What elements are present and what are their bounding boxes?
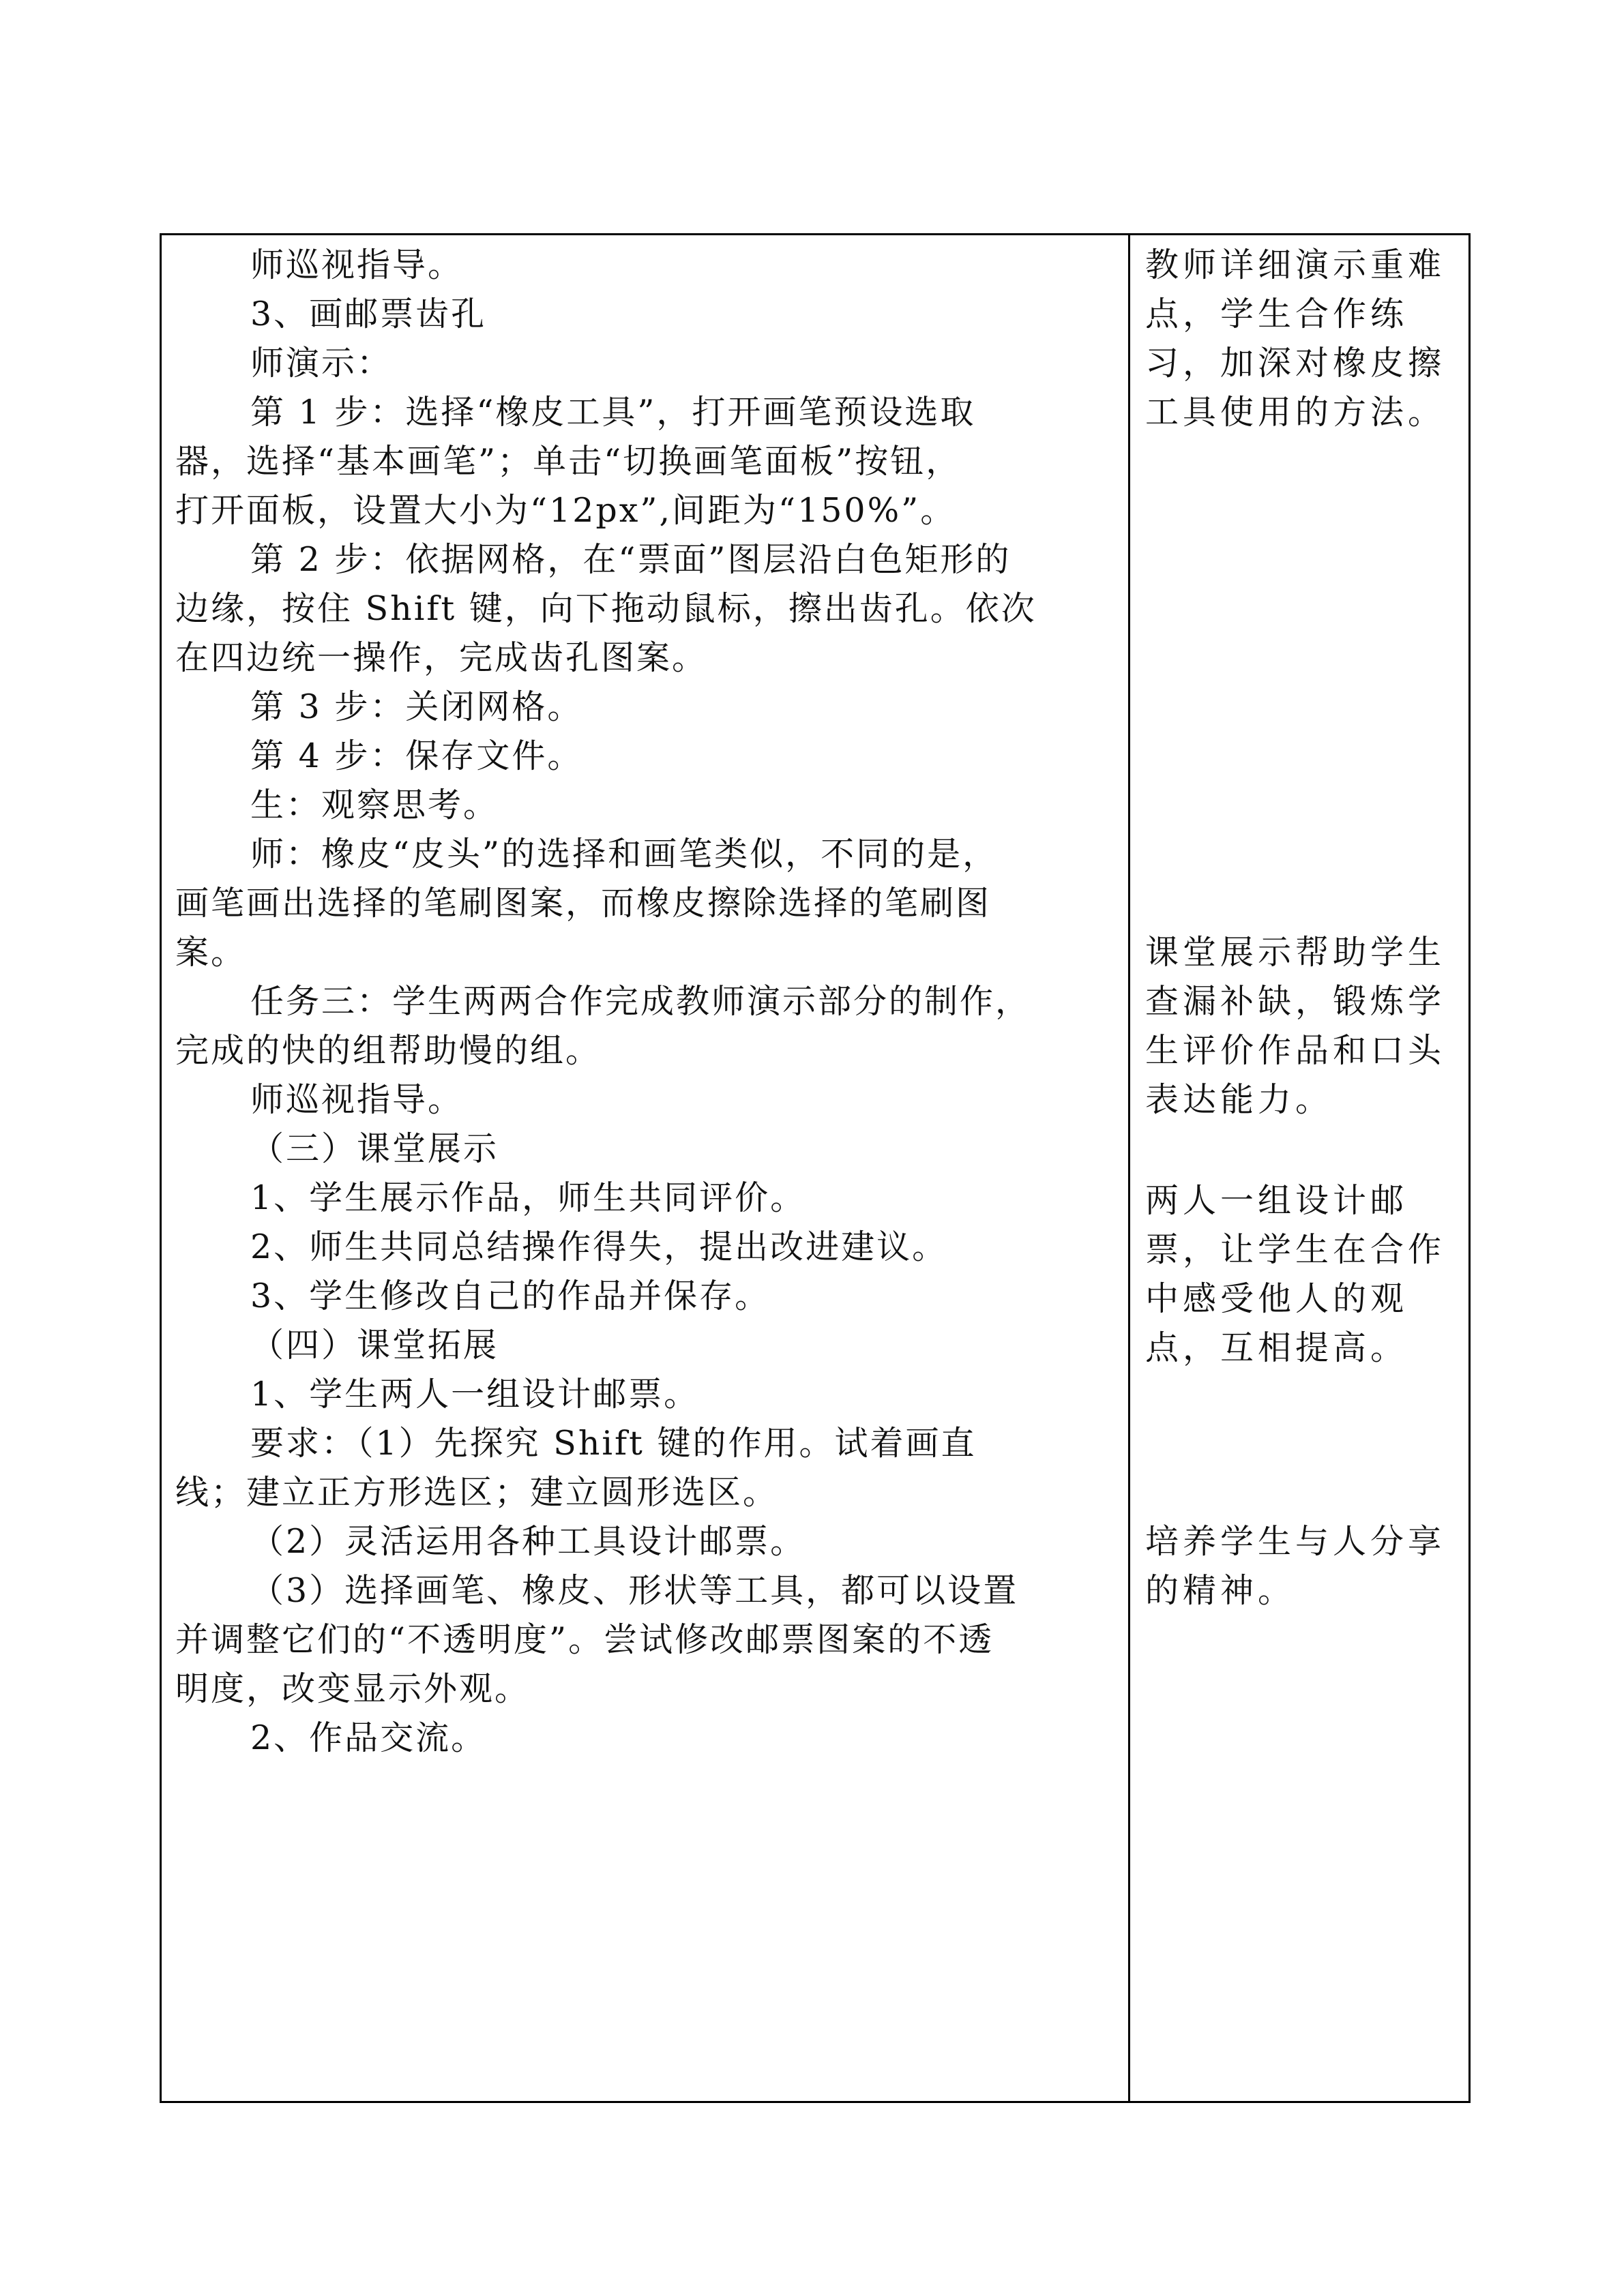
lesson-table: [160, 233, 1471, 2103]
side-line: 课堂展示帮助学生: [1145, 933, 1446, 972]
main-line: 在四边统一操作，完成齿孔图案。: [175, 638, 708, 677]
main-line: （三）课堂展示: [250, 1129, 499, 1168]
main-line: 并调整它们的“不透明度”。尝试修改邮票图案的不透: [175, 1620, 994, 1659]
main-line: 明度，改变显示外观。: [175, 1669, 531, 1708]
side-line: 点，学生合作练: [1145, 295, 1408, 333]
main-line: 3、学生修改自己的作品并保存。: [250, 1277, 771, 1315]
main-line: 师：橡皮“皮头”的选择和画笔类似，不同的是，: [250, 835, 999, 874]
main-line: 3、画邮票齿孔: [250, 295, 487, 333]
design-intent-cell: [1130, 235, 1468, 2101]
main-line: 师巡视指导。: [250, 1080, 464, 1119]
main-line: （3）选择画笔、橡皮、形状等工具，都可以设置: [250, 1571, 1019, 1610]
main-line: 任务三：学生两两合作完成教师演示部分的制作，: [250, 982, 1031, 1021]
side-line: 生评价作品和口头: [1145, 1031, 1446, 1070]
side-line: 工具使用的方法。: [1145, 393, 1446, 432]
main-line: 第 3 步：关闭网格。: [250, 687, 583, 726]
side-line: 票，让学生在合作: [1145, 1230, 1446, 1269]
main-line: 边缘，按住 Shift 键，向下拖动鼠标，擦出齿孔。依次: [175, 589, 1037, 628]
side-line: 的精神。: [1145, 1571, 1296, 1610]
main-line: 师演示：: [250, 344, 393, 383]
main-line: 案。: [175, 933, 247, 972]
main-line: （四）课堂拓展: [250, 1326, 499, 1365]
side-line: 两人一组设计邮: [1145, 1181, 1408, 1220]
side-line: 培养学生与人分享: [1145, 1522, 1446, 1561]
main-line: 第 1 步：选择“橡皮工具”，打开画笔预设选取: [250, 393, 976, 432]
side-line: 查漏补缺，锻炼学: [1145, 982, 1446, 1021]
side-line: 表达能力。: [1145, 1080, 1333, 1119]
main-line: （2）灵活运用各种工具设计邮票。: [250, 1522, 806, 1561]
main-line: 生：观察思考。: [250, 786, 499, 824]
main-line: 2、师生共同总结操作得失，提出改进建议。: [250, 1227, 948, 1266]
main-line: 画笔画出选择的笔刷图案，而橡皮擦除选择的笔刷图: [175, 884, 992, 923]
main-line: 1、学生展示作品，师生共同评价。: [250, 1178, 806, 1217]
main-line: 器，选择“基本画笔”；单击“切换画笔面板”按钮，: [175, 442, 962, 481]
main-line: 2、作品交流。: [250, 1718, 487, 1757]
main-line: 完成的快的组帮助慢的组。: [175, 1031, 602, 1070]
side-line: 中感受他人的观: [1145, 1279, 1408, 1318]
teaching-process-cell: [162, 235, 1130, 2101]
side-line: 点，互相提高。: [1145, 1328, 1408, 1367]
main-line: 1、学生两人一组设计邮票。: [250, 1375, 700, 1414]
side-line: 教师详细演示重难: [1145, 245, 1446, 284]
main-line: 打开面板，设置大小为“12px”,间距为“150%”。: [175, 491, 956, 530]
side-line: 习，加深对橡皮擦: [1145, 344, 1446, 383]
main-line: 第 2 步：依据网格，在“票面”图层沿白色矩形的: [250, 540, 1012, 579]
main-line: 线；建立正方形选区；建立圆形选区。: [175, 1473, 779, 1512]
main-line: 第 4 步：保存文件。: [250, 736, 583, 775]
main-line: 要求：（1）先探究 Shift 键的作用。试着画直: [250, 1424, 977, 1463]
main-line: 师巡视指导。: [250, 245, 464, 284]
